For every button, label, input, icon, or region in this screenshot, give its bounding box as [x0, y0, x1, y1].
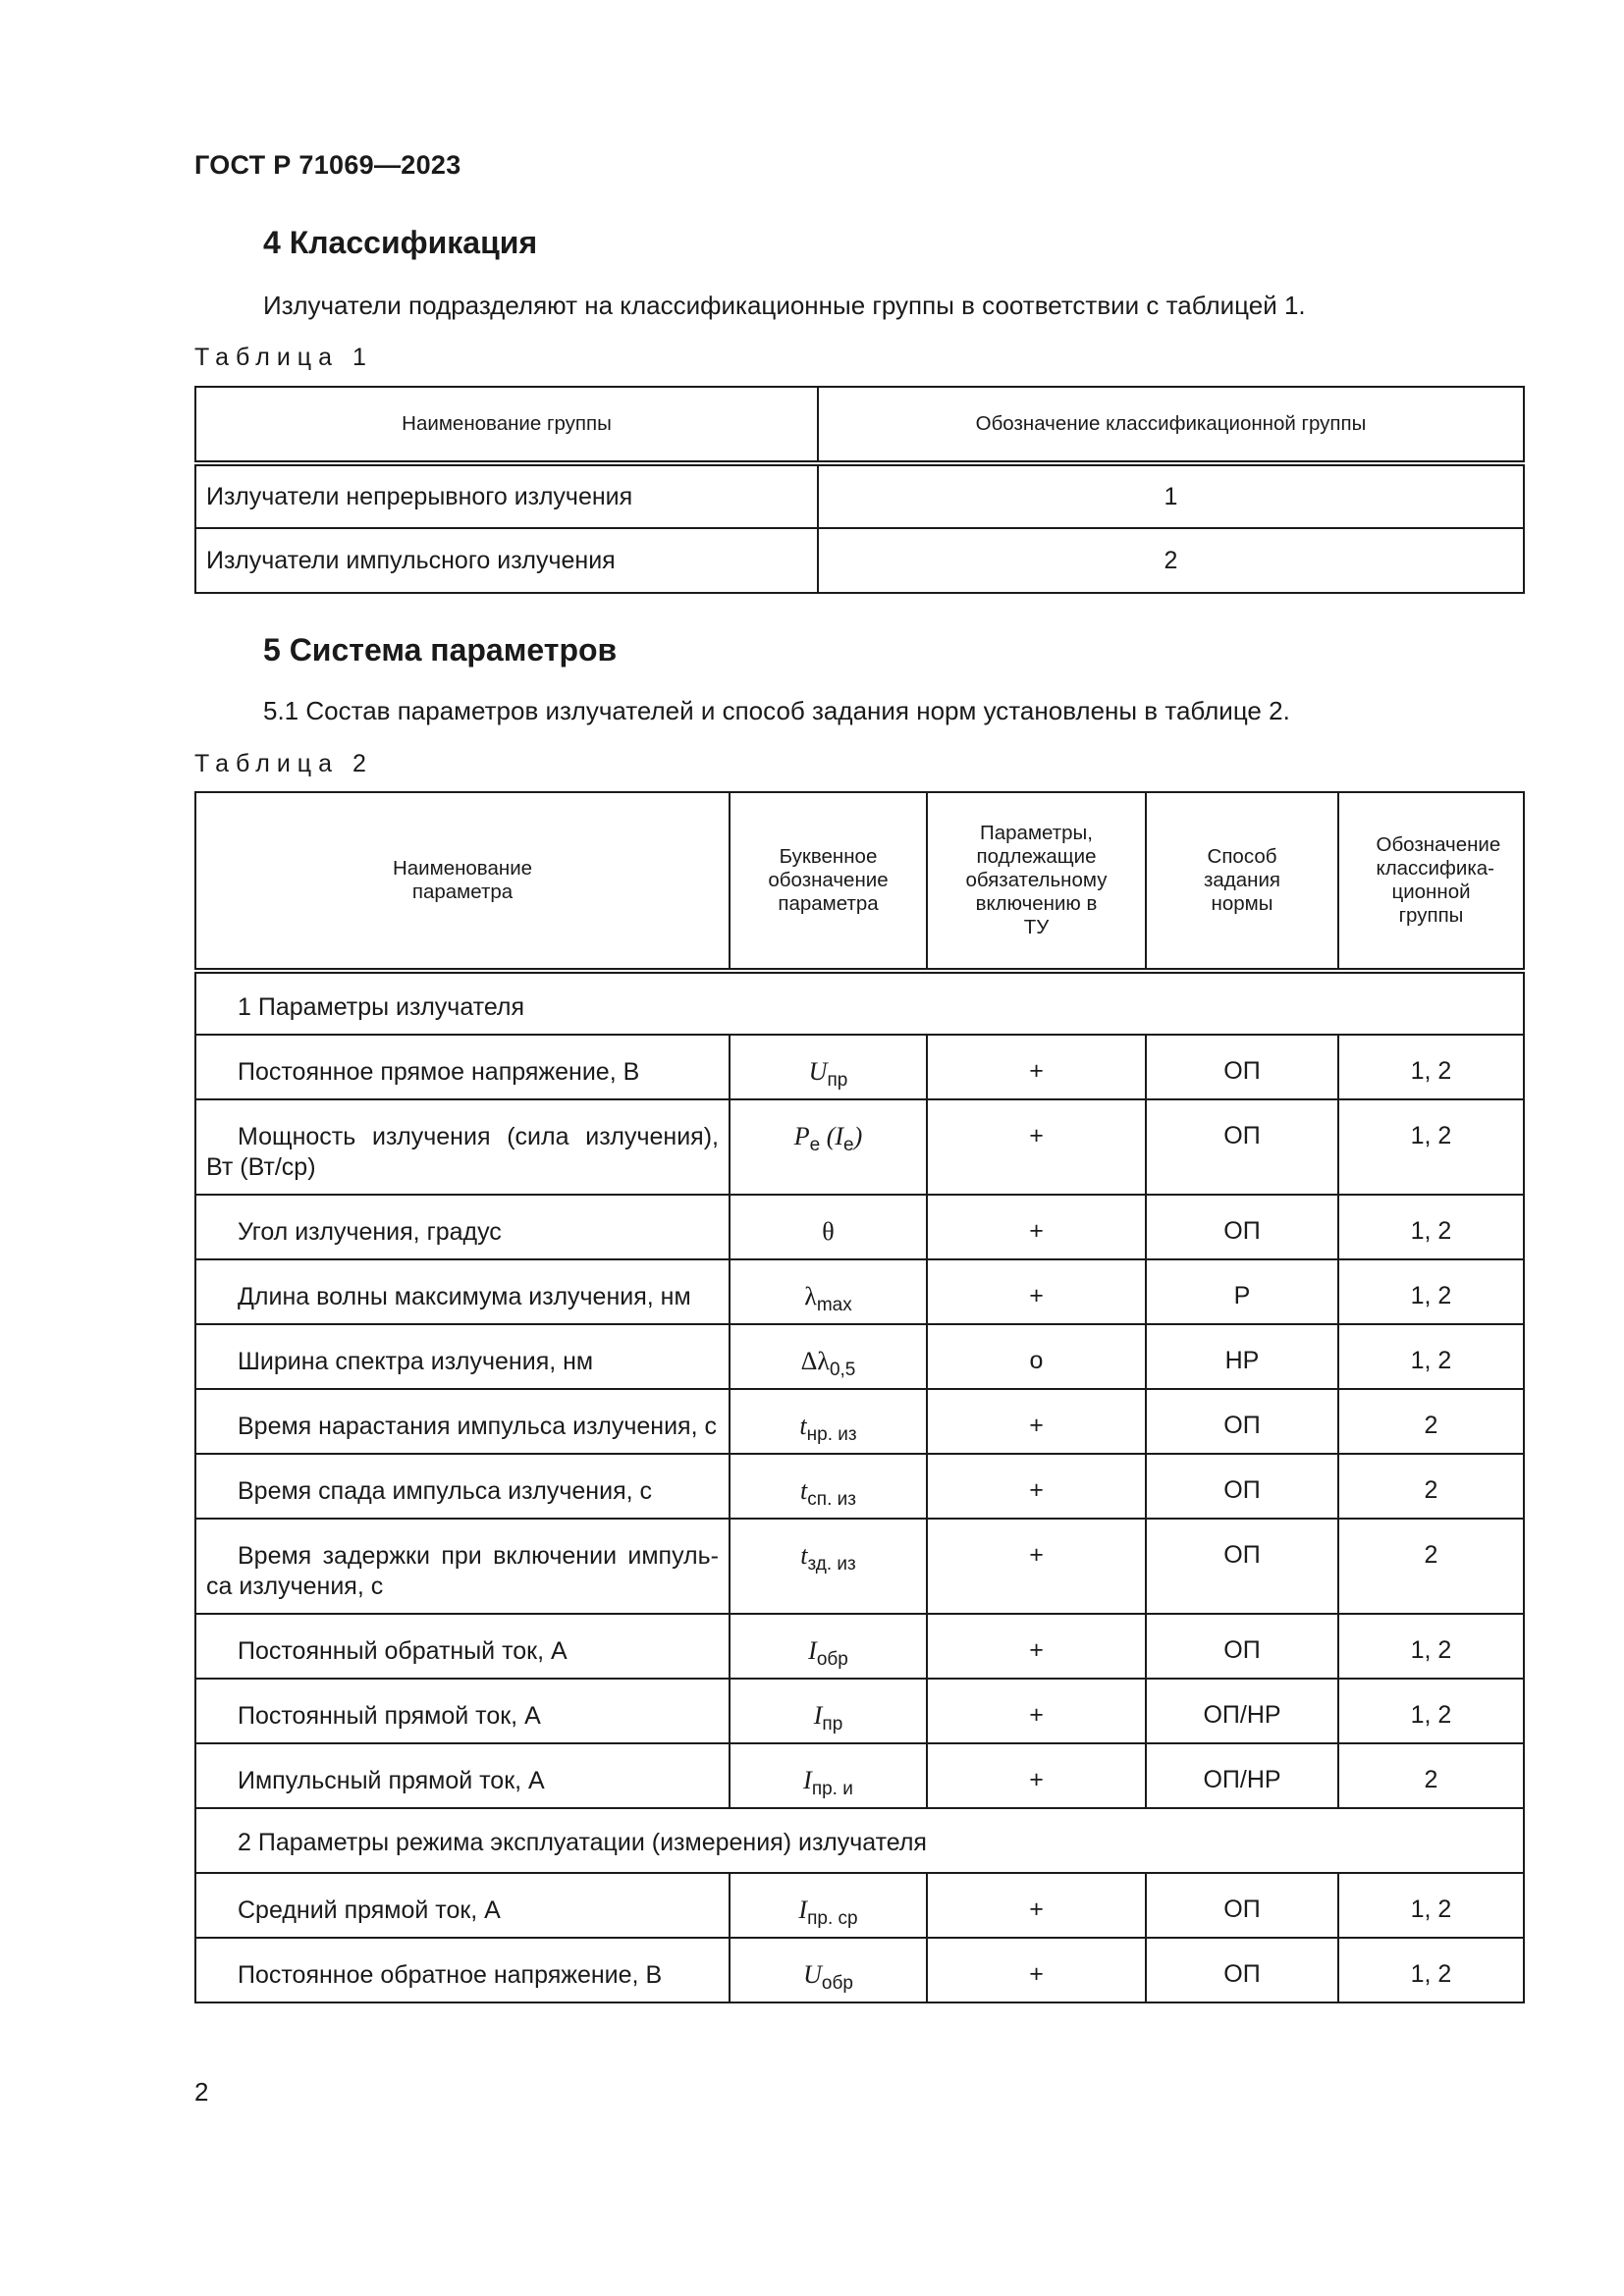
mandatory-flag: +	[927, 1389, 1146, 1454]
table-row	[195, 1035, 1524, 1099]
parameter-symbol	[730, 1873, 927, 1938]
symbol-main: I	[808, 1636, 817, 1665]
norm-method: ОП	[1146, 1614, 1338, 1679]
classification-table	[194, 386, 1525, 594]
group-name: Излучатели непрерывного излучения	[195, 463, 818, 528]
parameter-name: Время спада импульса излучения, с	[195, 1454, 730, 1519]
classification-group: 1, 2	[1338, 1873, 1524, 1938]
norm-method: ОП	[1146, 1389, 1338, 1454]
parameter-name: Постоянное обратное напряжение, В	[195, 1938, 730, 2002]
symbol-main: λ	[804, 1282, 817, 1310]
classification-group: 1, 2	[1338, 1679, 1524, 1743]
mandatory-flag: +	[927, 1099, 1146, 1195]
table-row	[195, 1519, 1524, 1614]
group-code: 1	[818, 463, 1524, 528]
norm-method: ОП	[1146, 1195, 1338, 1259]
symbol-subscript: e	[843, 1135, 854, 1155]
norm-method: ОП	[1146, 1454, 1338, 1519]
page-number: 2	[194, 2077, 209, 2107]
parameter-symbol	[730, 1938, 927, 2002]
symbol-subscript: 0,5	[829, 1360, 856, 1380]
parameter-name: Постоянный прямой ток, А	[195, 1679, 730, 1743]
norm-method: ОП	[1146, 1519, 1338, 1614]
section-5-heading: 5 Система параметров	[263, 632, 618, 667]
symbol-subscript: зд. из	[807, 1554, 856, 1575]
symbol-subscript: пр. ср	[807, 1908, 858, 1929]
norm-method: ОП/НР	[1146, 1743, 1338, 1808]
symbol-subscript: пр	[822, 1714, 843, 1735]
symbol-main: t	[800, 1541, 808, 1570]
mandatory-flag: +	[927, 1743, 1146, 1808]
parameter-symbol	[730, 1614, 927, 1679]
parameter-name: Средний прямой ток, А	[195, 1873, 730, 1938]
table-row	[195, 1743, 1524, 1808]
symbol-subscript: нр. из	[806, 1424, 857, 1445]
parameter-name: Угол излучения, градус	[195, 1195, 730, 1259]
norm-method: ОП	[1146, 1873, 1338, 1938]
mandatory-flag: +	[927, 1195, 1146, 1259]
symbol-subscript: сп. из	[807, 1489, 856, 1510]
classification-group: 1, 2	[1338, 1195, 1524, 1259]
parameter-symbol	[730, 1679, 927, 1743]
device-parameters-rows	[195, 1035, 1524, 1808]
table-row	[195, 1259, 1524, 1324]
parameter-name: Время нарастания импульса излучения, с	[195, 1389, 730, 1454]
mandatory-flag: +	[927, 1938, 1146, 2002]
parameter-symbol	[730, 1035, 927, 1099]
classification-group: 1, 2	[1338, 1324, 1524, 1389]
classification-group: 1, 2	[1338, 1035, 1524, 1099]
table-row	[195, 463, 1524, 528]
classification-group: 1, 2	[1338, 1614, 1524, 1679]
symbol-main: I	[813, 1701, 823, 1730]
symbol-main: I	[835, 1122, 844, 1150]
symbol-subscript: пр	[827, 1070, 848, 1091]
header-parameter-name: Наименование параметра	[195, 792, 730, 971]
mandatory-flag: +	[927, 1259, 1146, 1324]
section-5-paragraph: 5.1 Состав параметров излучателей и способ задания норм установлены в таблице 2.	[263, 696, 1290, 725]
symbol-main: I	[798, 1896, 808, 1924]
header-mandatory-in-tu: Параметры, подлежащие обязательному включению в ТУ	[927, 792, 1146, 971]
group-name: Излучатели импульсного излучения	[195, 528, 818, 593]
symbol-main: U	[808, 1057, 828, 1086]
parameter-symbol	[730, 1519, 927, 1614]
mandatory-flag: +	[927, 1614, 1146, 1679]
parameter-symbol	[730, 1195, 927, 1259]
table-1-header-name: Наименование группы	[195, 387, 818, 463]
norm-method: ОП	[1146, 1035, 1338, 1099]
classification-group: 2	[1338, 1743, 1524, 1808]
symbol-main: Δλ	[800, 1347, 830, 1375]
classification-group: 2	[1338, 1389, 1524, 1454]
classification-group: 1, 2	[1338, 1099, 1524, 1195]
parameter-symbol	[730, 1743, 927, 1808]
parameter-symbol	[730, 1099, 927, 1195]
table-row	[195, 528, 1524, 593]
operating-mode-rows	[195, 1873, 1524, 2002]
parameter-symbol	[730, 1324, 927, 1389]
norm-method: Р	[1146, 1259, 1338, 1324]
table-row	[195, 1614, 1524, 1679]
symbol-main: θ	[822, 1217, 835, 1246]
symbol-main: U	[803, 1960, 822, 1989]
table-row	[195, 1454, 1524, 1519]
mandatory-flag: о	[927, 1324, 1146, 1389]
table-row	[195, 1938, 1524, 2002]
parameters-table	[194, 791, 1525, 2003]
symbol-subscript: обр	[821, 1973, 853, 1994]
table-row	[195, 1873, 1524, 1938]
symbol-main: t	[799, 1412, 807, 1440]
symbol-main: I	[803, 1766, 812, 1794]
section-row	[195, 971, 1524, 1035]
classification-group: 2	[1338, 1519, 1524, 1614]
symbol-subscript: пр. и	[811, 1779, 853, 1799]
mandatory-flag: +	[927, 1679, 1146, 1743]
table-2-caption: Таблица 2	[194, 750, 373, 777]
symbol-main: t	[800, 1476, 808, 1505]
header-norm-method: Способ задания нормы	[1146, 792, 1338, 971]
section-4-heading: 4 Классификация	[263, 225, 538, 260]
parameter-name: Длина волны максимума излучения, нм	[195, 1259, 730, 1324]
parameter-name: Время задержки при включении импуль-са излучения, с	[195, 1519, 730, 1614]
section-title: 1 Параметры излучателя	[195, 971, 1524, 1035]
document-code: ГОСТ Р 71069—2023	[194, 150, 461, 180]
symbol-subscript: обр	[816, 1649, 848, 1670]
section-row	[195, 1808, 1524, 1873]
symbol-paren: )	[853, 1122, 863, 1150]
parameter-name: Постоянное прямое напряжение, В	[195, 1035, 730, 1099]
parameter-symbol	[730, 1454, 927, 1519]
classification-group: 2	[1338, 1454, 1524, 1519]
parameter-name: Импульсный прямой ток, А	[195, 1743, 730, 1808]
norm-method: ОП	[1146, 1099, 1338, 1195]
norm-method: ОП	[1146, 1938, 1338, 2002]
table-row	[195, 1099, 1524, 1195]
table-row	[195, 1324, 1524, 1389]
parameter-name: Мощность излучения (сила излучения), Вт (Вт/ср)	[195, 1099, 730, 1195]
symbol-paren: (	[820, 1122, 836, 1150]
mandatory-flag: +	[927, 1454, 1146, 1519]
norm-method: НР	[1146, 1324, 1338, 1389]
parameter-symbol	[730, 1389, 927, 1454]
parameter-name: Ширина спектра излучения, нм	[195, 1324, 730, 1389]
table-row	[195, 1679, 1524, 1743]
classification-group: 1, 2	[1338, 1259, 1524, 1324]
mandatory-flag: +	[927, 1519, 1146, 1614]
symbol-subscript: e	[809, 1135, 821, 1155]
table-1-caption: Таблица 1	[194, 344, 373, 371]
table-row	[195, 1195, 1524, 1259]
section-4-paragraph: Излучатели подразделяют на классификационные группы в соответствии с таблицей 1.	[263, 291, 1306, 320]
section-title: 2 Параметры режима эксплуатации (измерения) излучателя	[195, 1808, 1524, 1873]
mandatory-flag: +	[927, 1035, 1146, 1099]
header-classification-group: Обозначение классифика-ционной группы	[1338, 792, 1524, 971]
symbol-main: P	[793, 1122, 810, 1150]
table-row	[195, 1389, 1524, 1454]
classification-group: 1, 2	[1338, 1938, 1524, 2002]
parameter-symbol	[730, 1259, 927, 1324]
parameter-name: Постоянный обратный ток, А	[195, 1614, 730, 1679]
symbol-subscript: max	[816, 1295, 852, 1315]
table-1-header-code: Обозначение классификационной группы	[818, 387, 1524, 463]
norm-method: ОП/НР	[1146, 1679, 1338, 1743]
group-code: 2	[818, 528, 1524, 593]
header-symbol: Буквенное обозначение параметра	[730, 792, 927, 971]
mandatory-flag: +	[927, 1873, 1146, 1938]
